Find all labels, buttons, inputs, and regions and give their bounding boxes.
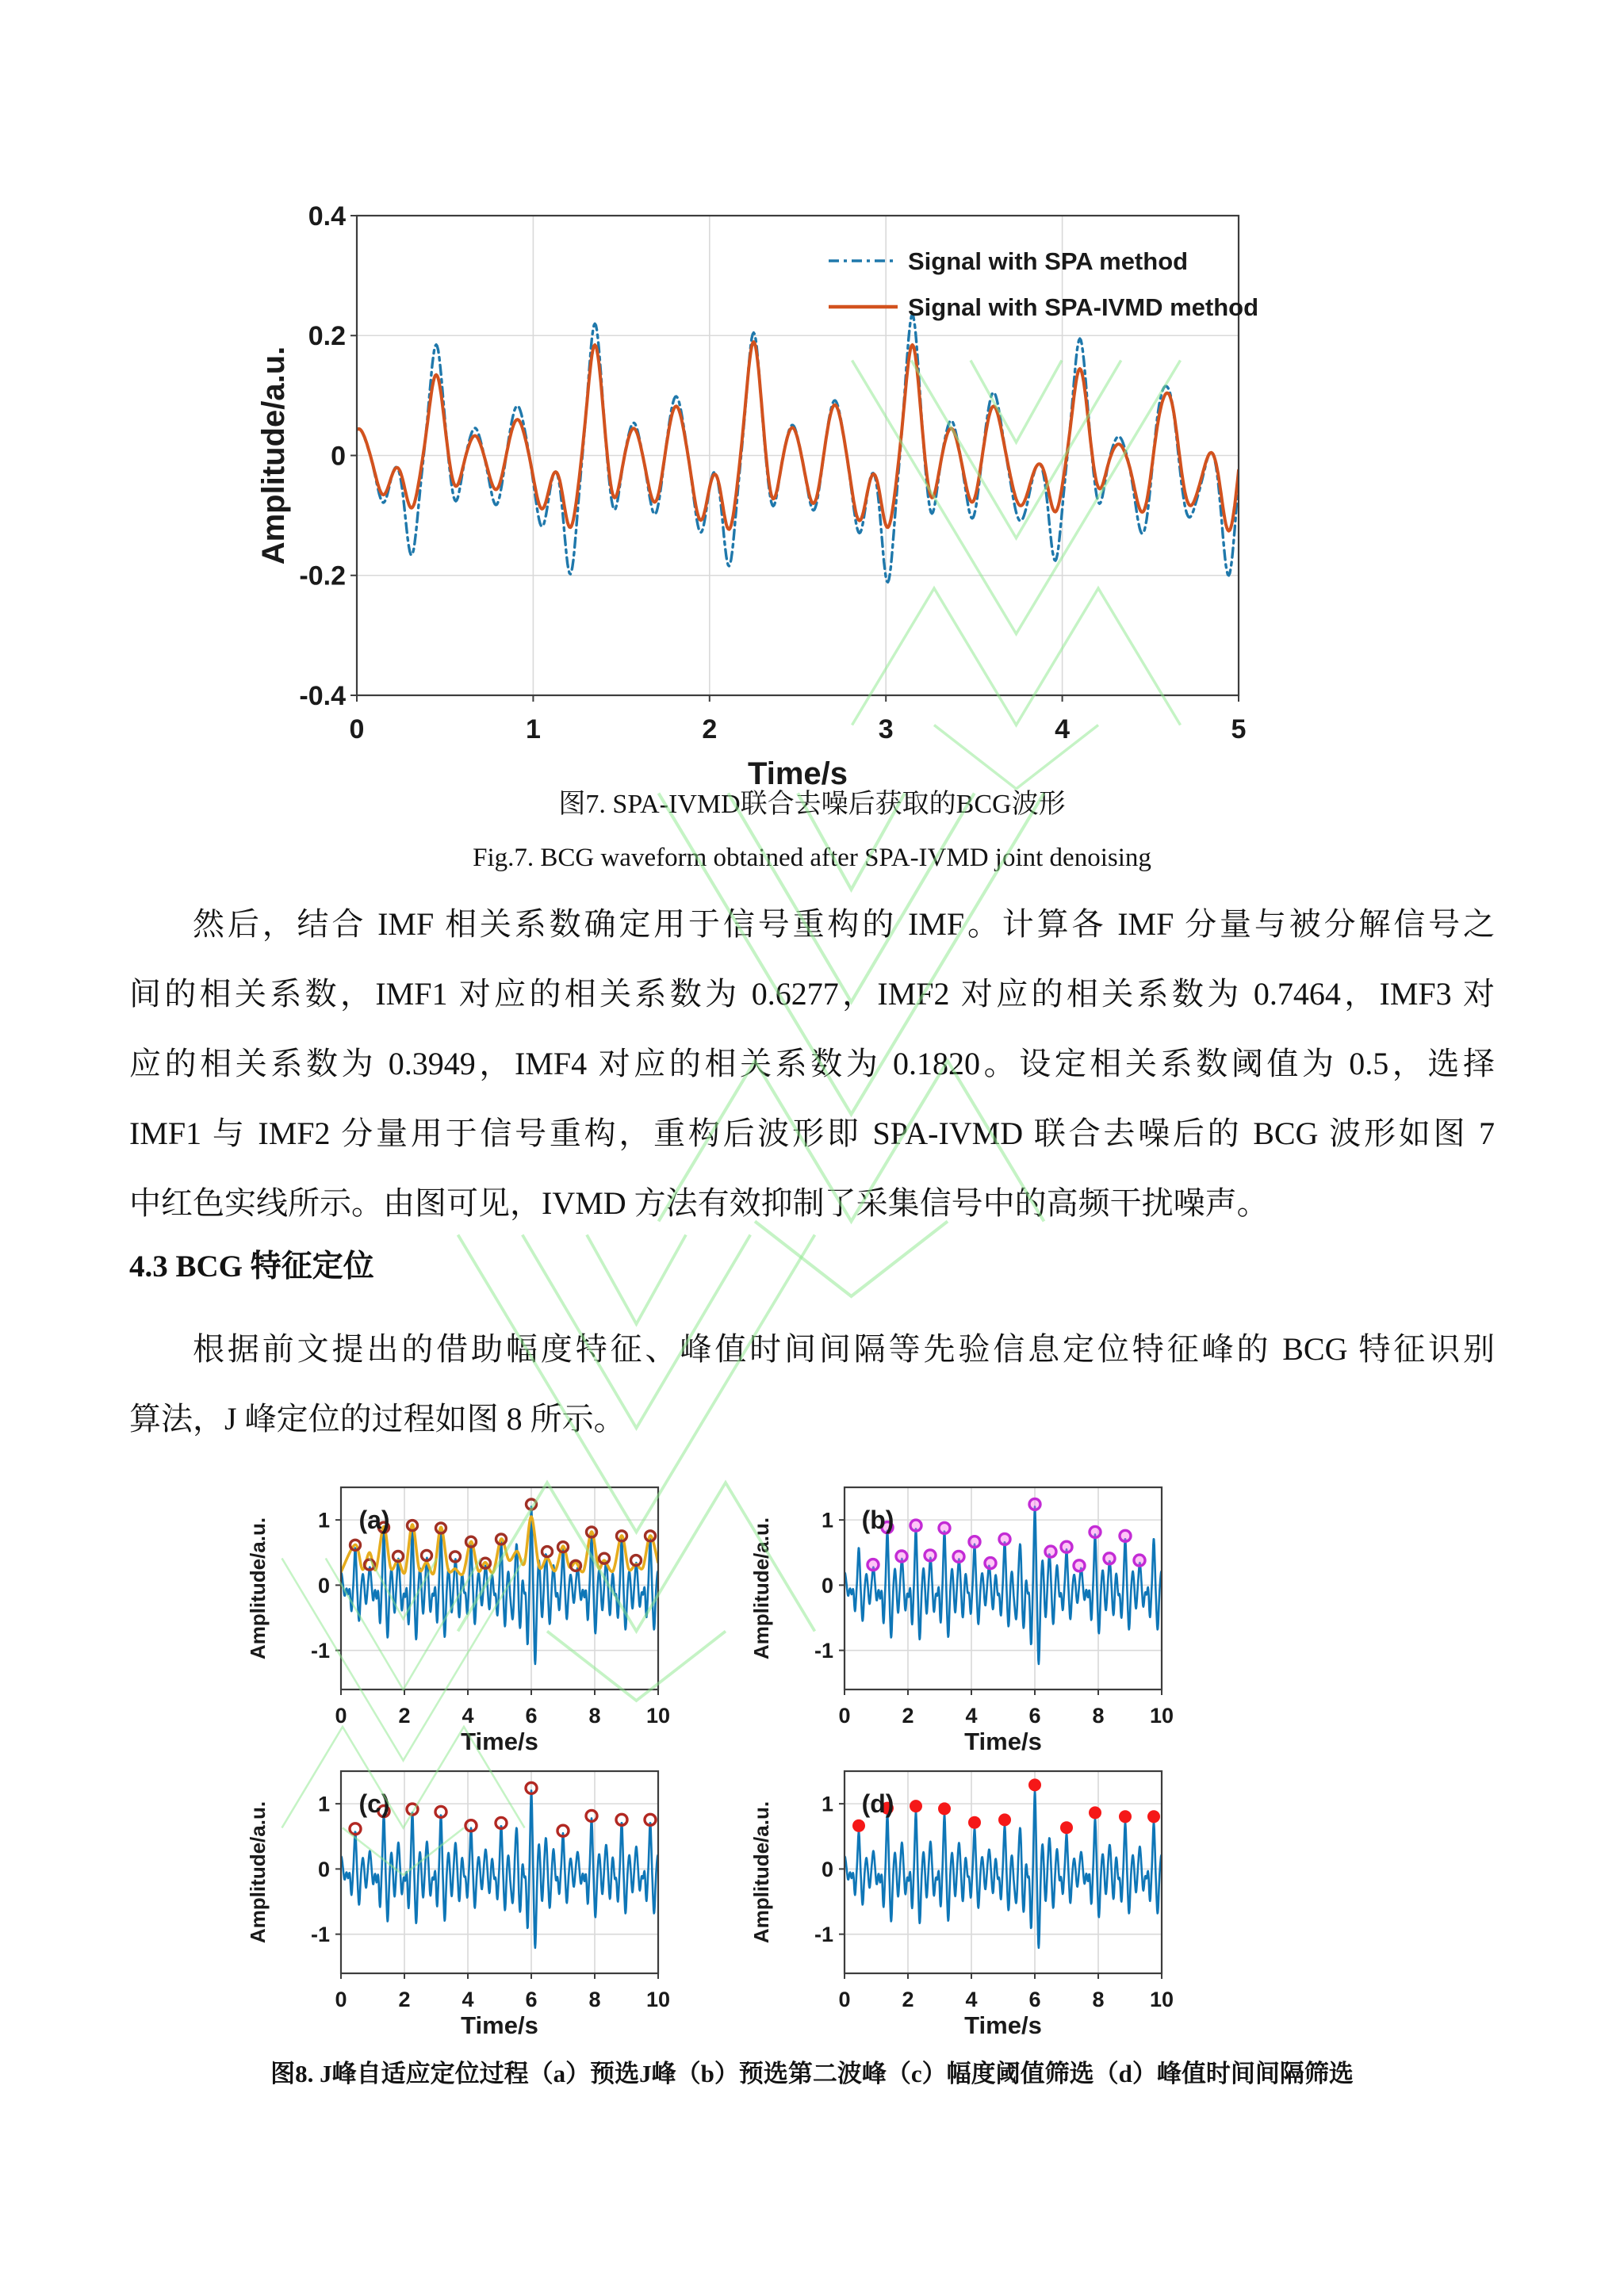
y-tick-label: -0.2 — [299, 561, 346, 591]
y-tick-label: 1 — [317, 1792, 330, 1816]
panel-letter: (b) — [861, 1506, 894, 1534]
paragraph-bcg-feature — [129, 1314, 1495, 1454]
y-tick-label: 0.2 — [308, 321, 346, 352]
peak-marker — [1090, 1526, 1101, 1537]
figure7-caption-en: Fig.7. BCG waveform obtained after SPA-IVMD joint denoising — [473, 844, 1151, 872]
y-tick-label: 0 — [317, 1857, 330, 1881]
peak-marker — [998, 1813, 1011, 1826]
y-tick-label: -1 — [814, 1923, 833, 1947]
peak-marker — [868, 1559, 879, 1571]
series-line-1 — [357, 342, 1239, 531]
peak-marker — [896, 1551, 907, 1562]
text-line: 间的相关系数，IMF1 对应的相关系数为 0.6277，IMF2 对应的相关系数为 0.7464，IMF3 对 — [129, 976, 1495, 1012]
y-tick-label: 1 — [821, 1508, 833, 1533]
x-axis-label: Time/s — [964, 1728, 1042, 1752]
y-tick-label: -0.4 — [299, 680, 346, 711]
x-tick-label: 8 — [588, 1704, 601, 1728]
panel-letter: (d) — [861, 1789, 894, 1818]
paragraph-imf-correlation — [129, 890, 1495, 1238]
figure8-panel-d-chart — [749, 1741, 1304, 2040]
panel-letter: (a) — [358, 1506, 390, 1534]
x-tick-label: 6 — [1028, 1704, 1041, 1728]
peak-marker — [1134, 1555, 1145, 1566]
y-axis-label: Amplitude/a.u. — [749, 1517, 773, 1660]
x-axis-label: Time/s — [964, 2011, 1042, 2036]
y-tick-label: 0 — [331, 441, 346, 472]
peak-marker — [910, 1520, 921, 1531]
peak-marker — [1119, 1810, 1132, 1823]
text-line: 算法，J 峰定位的过程如图 8 所示。 — [129, 1401, 626, 1437]
y-tick-label: 1 — [317, 1508, 330, 1533]
section-heading: 4.3 BCG 特征定位 — [129, 1249, 374, 1284]
peak-marker — [985, 1558, 996, 1569]
y-axis-label: Amplitude/a.u. — [246, 1800, 270, 1944]
x-tick-label: 10 — [645, 1704, 671, 1728]
x-tick-label: 6 — [525, 1704, 538, 1728]
x-tick-label: 0 — [838, 1988, 851, 2011]
x-tick-label: 3 — [878, 714, 894, 744]
x-tick-label: 2 — [902, 1704, 914, 1728]
figure8-panel-a-chart — [246, 1457, 801, 1756]
x-tick-label: 0 — [349, 714, 365, 744]
text-line: 根据前文提出的借助幅度特征、峰值时间间隔等先验信息定位特征峰的 BCG 特征识别 — [193, 1331, 1495, 1367]
y-axis-label: Amplitude/a.u. — [246, 1517, 270, 1660]
plot-series — [357, 315, 1239, 582]
y-tick-label: 1 — [821, 1792, 833, 1816]
peak-marker — [1104, 1553, 1115, 1564]
x-tick-label: 0 — [838, 1704, 851, 1728]
y-tick-label: -1 — [814, 1639, 833, 1663]
peak-marker — [1074, 1560, 1085, 1571]
panel-letter: (c) — [358, 1789, 390, 1818]
x-tick-label: 10 — [1149, 1704, 1174, 1728]
text-line: IMF1 与 IMF2 分量用于信号重构，重构后波形即 SPA-IVMD 联合去噪后的 BCG 波形如图 7 — [129, 1115, 1495, 1151]
x-tick-label: 5 — [1231, 714, 1247, 744]
text-line: 应的相关系数为 0.3949，IMF4 对应的相关系数为 0.1820。设定相关系数阈值为 0.5，选择 — [129, 1046, 1495, 1081]
y-tick-label: 0 — [821, 1857, 833, 1881]
x-tick-label: 4 — [965, 1704, 978, 1728]
x-tick-label: 1 — [525, 714, 541, 744]
figure7-chart — [238, 178, 1348, 809]
y-tick-label: 0.4 — [308, 201, 346, 232]
x-tick-label: 10 — [645, 1988, 671, 2011]
peak-marker — [939, 1522, 950, 1533]
x-axis-label: Time/s — [748, 756, 848, 791]
y-tick-label: -1 — [310, 1923, 330, 1947]
peak-marker — [1028, 1778, 1041, 1791]
x-tick-label: 10 — [1149, 1988, 1174, 2011]
peak-marker — [925, 1550, 936, 1561]
legend-label: Signal with SPA-IVMD method — [908, 293, 1259, 321]
y-tick-label: 0 — [317, 1573, 330, 1598]
peak-marker — [599, 1553, 610, 1563]
y-tick-label: -1 — [310, 1639, 330, 1663]
figure8-caption: 图8. J峰自适应定位过程（a）预选J峰（b）预选第二波峰（c）幅度阈值筛选（d）峰值时间间隔筛选 — [270, 2060, 1354, 2087]
peak-marker — [969, 1536, 980, 1548]
series-line-0 — [357, 315, 1239, 582]
text-line: 中红色实线所示。由图可见，IVMD 方法有效抑制了采集信号中的高频干扰噪声。 — [129, 1185, 1269, 1221]
peak-marker — [938, 1802, 951, 1815]
x-tick-label: 2 — [702, 714, 718, 744]
peak-marker — [1120, 1530, 1131, 1541]
peak-marker — [1089, 1806, 1101, 1819]
legend-label: Signal with SPA method — [908, 247, 1189, 275]
peak-marker — [999, 1533, 1010, 1544]
x-axis-label: Time/s — [461, 1728, 538, 1752]
x-tick-label: 4 — [1055, 714, 1071, 744]
x-tick-label: 2 — [902, 1988, 914, 2011]
x-tick-label: 2 — [398, 1988, 411, 2011]
peak-marker — [1029, 1498, 1040, 1510]
text-line: 然后，结合 IMF 相关系数确定用于信号重构的 IMF。计算各 IMF 分量与被分解信号之 — [193, 906, 1495, 942]
x-axis-label: Time/s — [461, 2011, 538, 2036]
figure8-panel-b-chart — [749, 1457, 1304, 1756]
x-tick-label: 4 — [965, 1988, 978, 2011]
x-tick-label: 8 — [588, 1988, 601, 2011]
peak-marker — [1147, 1810, 1160, 1823]
figure8-panel-c-chart — [246, 1741, 801, 2040]
peak-marker — [910, 1800, 922, 1812]
peak-marker — [852, 1820, 865, 1832]
y-axis-label: Amplitude/a.u. — [256, 346, 291, 565]
x-tick-label: 6 — [525, 1988, 538, 2011]
x-tick-label: 0 — [335, 1988, 347, 2011]
x-tick-label: 6 — [1028, 1988, 1041, 2011]
peak-marker — [953, 1551, 964, 1562]
y-tick-label: 0 — [821, 1573, 833, 1598]
y-axis-label: Amplitude/a.u. — [749, 1800, 773, 1944]
x-tick-label: 4 — [462, 1704, 474, 1728]
peak-marker — [1060, 1821, 1073, 1834]
x-tick-label: 2 — [398, 1704, 411, 1728]
peak-marker — [968, 1816, 981, 1829]
x-tick-label: 0 — [335, 1704, 347, 1728]
x-tick-label: 8 — [1092, 1988, 1105, 2011]
x-tick-label: 8 — [1092, 1704, 1105, 1728]
figure7-caption-cn: 图7. SPA-IVMD联合去噪后获取的BCG波形 — [558, 790, 1066, 819]
peak-marker — [1045, 1546, 1056, 1557]
x-tick-label: 4 — [462, 1988, 474, 2011]
peak-marker — [1061, 1541, 1072, 1552]
